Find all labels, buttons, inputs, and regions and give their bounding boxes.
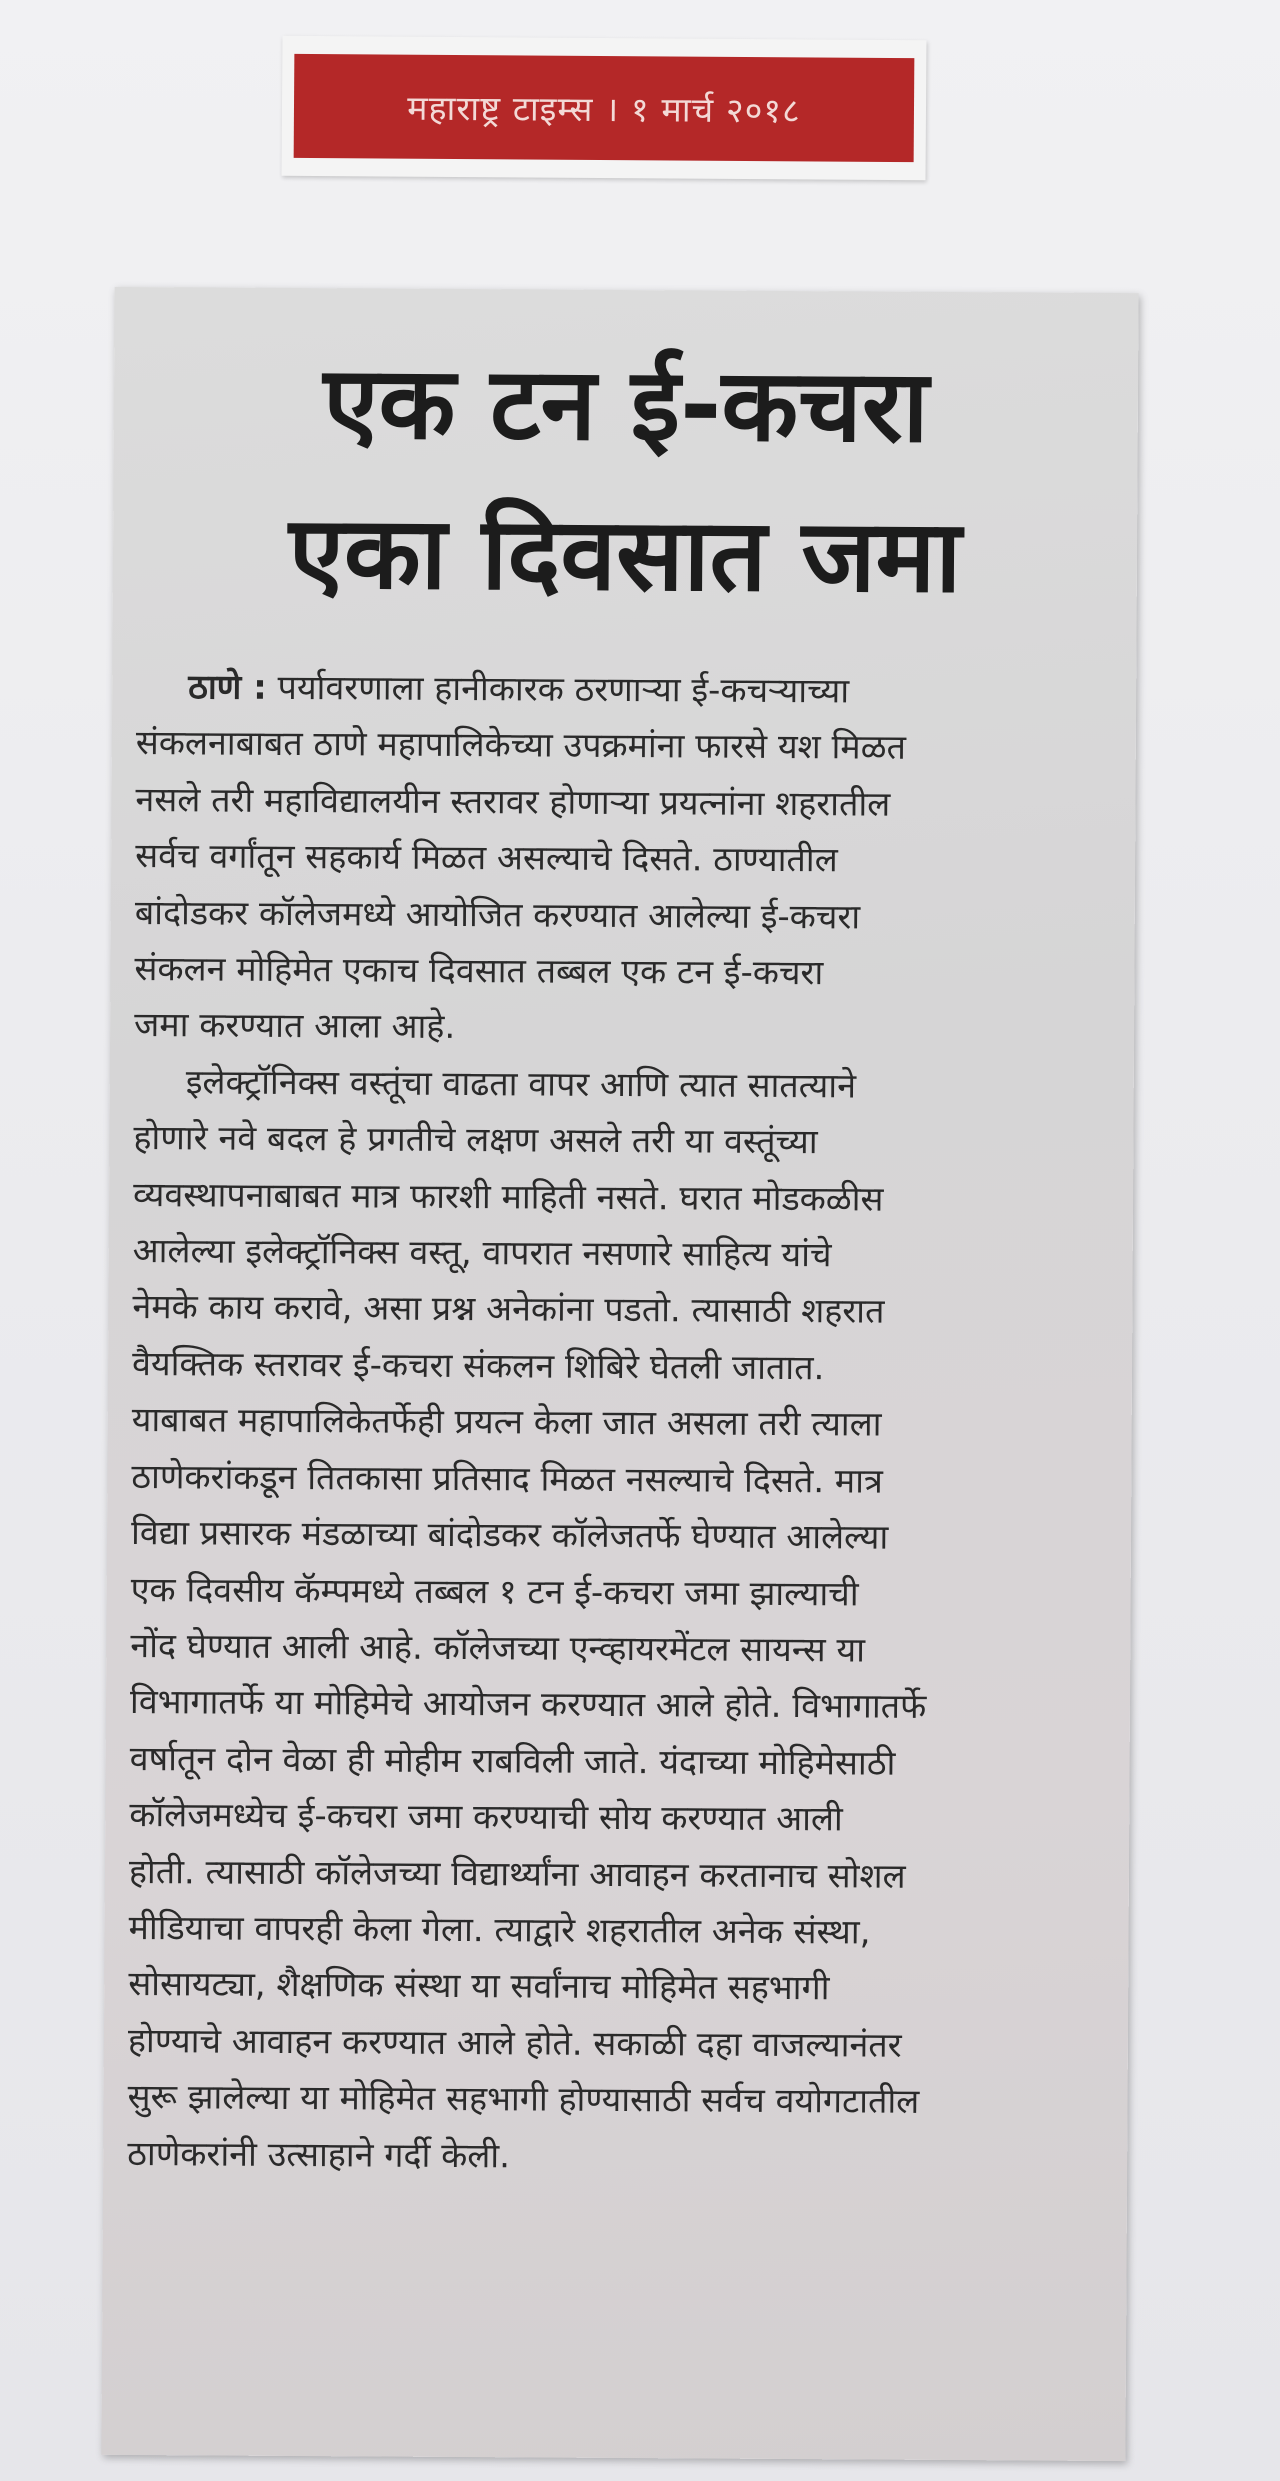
article-headline	[113, 327, 1139, 633]
paragraph-line: वैयक्तिक स्तरावर ई-कचरा संकलन शिबिरे घेतली जातात.	[131, 1343, 825, 1389]
paragraph-2	[127, 1054, 1108, 2188]
paragraph-line: व्यवस्थापनाबाबत मात्र फारशी माहिती नसते. घरात मोडकळीस	[132, 1174, 884, 1220]
paragraph-line: होण्याचे आवाहन करण्यात आले होते. सकाळी दहा वाजल्यानंतर	[127, 2020, 902, 2066]
paragraph-line: इलेक्ट्रॉनिक्स वस्तूंचा वाढता वापर आणि त्यात सातत्याने	[185, 1062, 857, 1107]
paragraph-line: नोंद घेण्यात आली आहे. कॉलेजच्या एन्व्हायरमेंटल सायन्स या	[130, 1625, 866, 1671]
newspaper-source-banner: महाराष्ट्र टाइम्स । १ मार्च २०१८	[294, 54, 915, 162]
paragraph-line: संकलनाबाबत ठाणे महापालिकेच्या उपक्रमांना फारसे यश मिळत	[135, 723, 907, 769]
dateline: ठाणे :	[188, 667, 267, 708]
paragraph-line: आलेल्या इलेक्ट्रॉनिक्स वस्तू, वापरात नसणारे साहित्य यांचे	[132, 1231, 832, 1276]
headline-line-1: एक टन ई-कचरा	[322, 344, 929, 465]
paragraph-line: सोसायट्या, शैक्षणिक संस्था या सर्वांनाच मोहिमेत सहभागी	[128, 1964, 830, 2009]
paragraph-line: एक दिवसीय कॅम्पमध्ये तब्बल १ टन ई-कचरा जमा झाल्याची	[130, 1569, 859, 1614]
paragraph-line: जमा करण्यात आला आहे.	[133, 1005, 456, 1048]
paragraph-line: होणारे नवे बदल हे प्रगतीचे लक्षण असले तरी या वस्तूंच्या	[133, 1118, 818, 1163]
paragraph-line: वर्षातून दोन वेळा ही मोहीम राबविली जाते. यंदाच्या मोहिमेसाठी	[129, 1738, 896, 1784]
paragraph-line: ठाणे : पर्यावरणाला हानीकारक ठरणाऱ्या ई-कचऱ्याच्या	[188, 667, 850, 712]
paragraph-line: याबाबत महापालिकेतर्फेही प्रयत्न केला जात असला तरी त्याला	[131, 1400, 882, 1445]
paragraph-line: होती. त्यासाठी कॉलेजच्या विद्यार्थ्यांना आवाहन करतानाच सोशल	[128, 1851, 906, 1897]
paragraph-line: नेमके काय करावे, असा प्रश्न अनेकांना पडतो. त्यासाठी शहरात	[132, 1287, 885, 1333]
paragraph-line: बांदोडकर कॉलेजमध्ये आयोजित करण्यात आलेल्या ई-कचरा	[134, 892, 861, 938]
paragraph-line: विभागातर्फे या मोहिमेचे आयोजन करण्यात आले होते. विभागातर्फे	[129, 1682, 927, 1728]
paragraph-line: ठाणेकरांकडून तितकासा प्रतिसाद मिळत नसल्याचे दिसते. मात्र	[131, 1456, 883, 1502]
paragraph-line: विद्या प्रसारक मंडळाच्या बांदोडकर कॉलेजतर्फे घेण्यात आलेल्या	[130, 1513, 889, 1558]
paragraph-1	[134, 659, 1110, 1060]
article-body	[127, 659, 1110, 2188]
paragraph-line: कॉलेजमध्येच ई-कचरा जमा करण्याची सोय करण्यात आली	[129, 1795, 843, 1840]
newspaper-clipping	[101, 287, 1138, 2461]
paragraph-line: नसले तरी महाविद्यालयीन स्तरावर होणाऱ्या प्रयत्नांना शहरातील	[135, 779, 891, 825]
paragraph-line: सर्वच वर्गांतून सहकार्य मिळत असल्याचे दिसते. ठाण्यातील	[135, 836, 838, 881]
paragraph-line: ठाणेकरांनी उत्साहाने गर्दी केली.	[127, 2133, 511, 2176]
paragraph-line: मीडियाचा वापरही केला गेला. त्याद्वारे शहरातील अनेक संस्था,	[128, 1907, 871, 1953]
paragraph-line: सुरू झालेल्या या मोहिमेत सहभागी होण्यासाठी सर्वच वयोगटातील	[127, 2077, 920, 2122]
source-label-strip	[282, 36, 927, 180]
headline-line-2: एका दिवसात जमा	[288, 493, 962, 616]
paragraph-line: संकलन मोहिमेत एकाच दिवसात तब्बल एक टन ई-कचरा	[134, 949, 824, 994]
